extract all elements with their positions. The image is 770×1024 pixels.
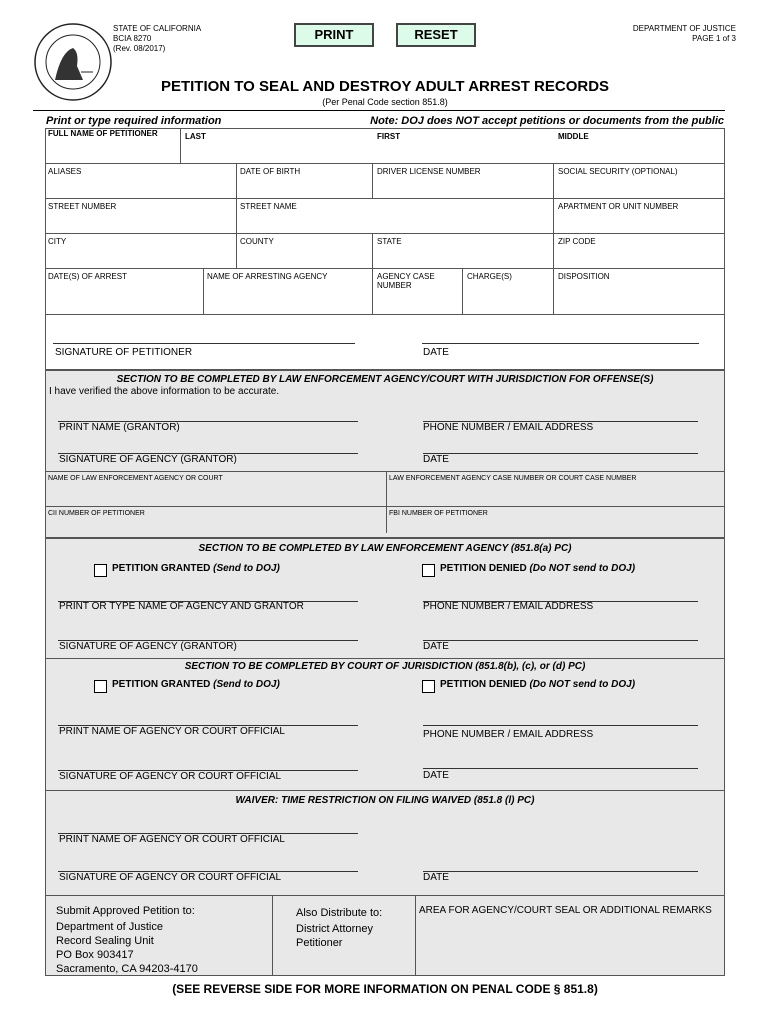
section3-phone-field[interactable]: PHONE NUMBER / EMAIL ADDRESS (423, 729, 594, 740)
full-name-label: FULL NAME OF PETITIONER (48, 129, 158, 138)
street-number-field[interactable]: STREET NUMBER (48, 202, 117, 211)
section2-phone-field[interactable]: PHONE NUMBER / EMAIL ADDRESS (423, 601, 594, 612)
last-name-field[interactable]: LAST (185, 132, 206, 141)
cii-number-field[interactable]: CII NUMBER OF PETITIONER (48, 510, 145, 517)
dob-field[interactable]: DATE OF BIRTH (240, 167, 301, 176)
disposition-field[interactable]: DISPOSITION (558, 272, 610, 281)
submit-line: Department of Justice (56, 921, 163, 933)
dept-block (633, 24, 736, 44)
agency-name-field[interactable]: NAME OF LAW ENFORCEMENT AGENCY OR COURT (48, 475, 223, 482)
fbi-number-field[interactable]: FBI NUMBER OF PETITIONER (389, 510, 488, 517)
page-number: PAGE 1 of 3 (692, 34, 736, 43)
section1-date-field[interactable]: DATE (423, 454, 449, 465)
verify-statement: I have verified the above information to be accurate. (49, 386, 280, 397)
petitioner-signature-field[interactable]: SIGNATURE OF PETITIONER (55, 347, 193, 358)
section1-signature-field[interactable]: SIGNATURE OF AGENCY (GRANTOR) (59, 454, 237, 465)
first-name-field[interactable]: FIRST (377, 132, 401, 141)
page-subtitle: (Per Penal Code section 851.8) (322, 97, 448, 107)
section2-denied-checkbox[interactable] (422, 564, 435, 577)
dept-label: DEPARTMENT OF JUSTICE (632, 24, 736, 33)
print-button[interactable]: PRINT (294, 23, 374, 47)
street-name-field[interactable]: STREET NAME (240, 202, 297, 211)
agency-case-number-field[interactable]: AGENCY CASE NUMBER (377, 272, 435, 290)
section3-title: SECTION TO BE COMPLETED BY COURT OF JURISDICTION (851.8(b), (c), or (d) PC) (184, 661, 586, 672)
arresting-agency-field[interactable]: NAME OF ARRESTING AGENCY (207, 272, 328, 281)
distribute-line: District Attorney (296, 923, 374, 935)
submit-to-block (56, 904, 198, 976)
revision-date: (Rev. 08/2017) (113, 44, 166, 53)
state-field[interactable]: STATE (377, 237, 402, 246)
middle-name-field[interactable]: MIDDLE (558, 132, 589, 141)
reset-button[interactable]: RESET (396, 23, 476, 47)
charges-field[interactable]: CHARGE(S) (467, 272, 512, 281)
section3-granted-label: PETITION GRANTED (Send to DOJ) (112, 679, 280, 690)
section2-granted-checkbox[interactable] (94, 564, 107, 577)
section2-denied-label: PETITION DENIED (Do NOT send to DOJ) (440, 563, 636, 574)
zip-field[interactable]: ZIP CODE (558, 237, 596, 246)
waiver-title: WAIVER: TIME RESTRICTION ON FILING WAIVED (851.8 (l) PC) (235, 795, 535, 806)
form-number: BCIA 8270 (113, 34, 152, 43)
submit-heading: Submit Approved Petition to: (56, 905, 195, 917)
petitioner-info-table (45, 128, 725, 370)
section3-denied-checkbox[interactable] (422, 680, 435, 693)
section2-granted-label: PETITION GRANTED (Send to DOJ) (112, 563, 280, 574)
instructions: Print or type required information (46, 115, 222, 127)
apt-field[interactable]: APARTMENT OR UNIT NUMBER (558, 202, 679, 211)
section3-date-field[interactable]: DATE (423, 770, 449, 781)
doj-note: Note: DOJ does NOT accept petitions or documents from the public (370, 115, 724, 127)
driver-license-field[interactable]: DRIVER LICENSE NUMBER (377, 167, 481, 176)
section1-phone-field[interactable]: PHONE NUMBER / EMAIL ADDRESS (423, 422, 594, 433)
case-number-field[interactable]: LAW ENFORCEMENT AGENCY CASE NUMBER OR COURT CASE NUMBER (389, 475, 637, 482)
distribute-heading: Also Distribute to: (296, 907, 383, 919)
state-label: STATE OF CALIFORNIA (113, 24, 202, 33)
form-id-block (113, 24, 201, 54)
distribute-line: Petitioner (296, 937, 343, 949)
footer-note: (SEE REVERSE SIDE FOR MORE INFORMATION ON PENAL CODE § 851.8) (172, 982, 598, 996)
ssn-field[interactable]: SOCIAL SECURITY (OPTIONAL) (558, 167, 678, 176)
submit-line: PO Box 903417 (56, 949, 134, 961)
waiver-print-name-field[interactable]: PRINT NAME OF AGENCY OR COURT OFFICIAL (59, 834, 285, 845)
petitioner-date-field[interactable]: DATE (423, 347, 449, 358)
page-title: PETITION TO SEAL AND DESTROY ADULT ARREST RECORDS (160, 78, 610, 95)
submit-line: Record Sealing Unit (56, 935, 154, 947)
remarks-area[interactable]: AREA FOR AGENCY/COURT SEAL OR ADDITIONAL REMARKS (419, 905, 712, 916)
county-field[interactable]: COUNTY (240, 237, 274, 246)
aliases-field[interactable]: ALIASES (48, 167, 82, 176)
section1-print-name-field[interactable]: PRINT NAME (GRANTOR) (59, 422, 180, 433)
section2-date-field[interactable]: DATE (423, 641, 449, 652)
submit-line: Sacramento, CA 94203-4170 (56, 963, 198, 975)
waiver-signature-field[interactable]: SIGNATURE OF AGENCY OR COURT OFFICIAL (59, 872, 282, 883)
arrest-dates-field[interactable]: DATE(S) OF ARREST (48, 272, 127, 281)
city-field[interactable]: CITY (48, 237, 67, 246)
section3-signature-field[interactable]: SIGNATURE OF AGENCY OR COURT OFFICIAL (59, 771, 282, 782)
section2-signature-field[interactable]: SIGNATURE OF AGENCY (GRANTOR) (59, 641, 237, 652)
section2-title: SECTION TO BE COMPLETED BY LAW ENFORCEMENT AGENCY (851.8(a) PC) (198, 543, 572, 554)
section3-granted-checkbox[interactable] (94, 680, 107, 693)
section3-print-name-field[interactable]: PRINT NAME OF AGENCY OR COURT OFFICIAL (59, 726, 285, 737)
waiver-date-field[interactable]: DATE (423, 872, 449, 883)
section1-title: SECTION TO BE COMPLETED BY LAW ENFORCEMENT AGENCY/COURT WITH JURISDICTION FOR OFFENSE(S) (116, 374, 654, 385)
distribute-block (296, 906, 382, 950)
section2-print-name-field[interactable]: PRINT OR TYPE NAME OF AGENCY AND GRANTOR (59, 601, 304, 612)
section3-denied-label: PETITION DENIED (Do NOT send to DOJ) (440, 679, 636, 690)
